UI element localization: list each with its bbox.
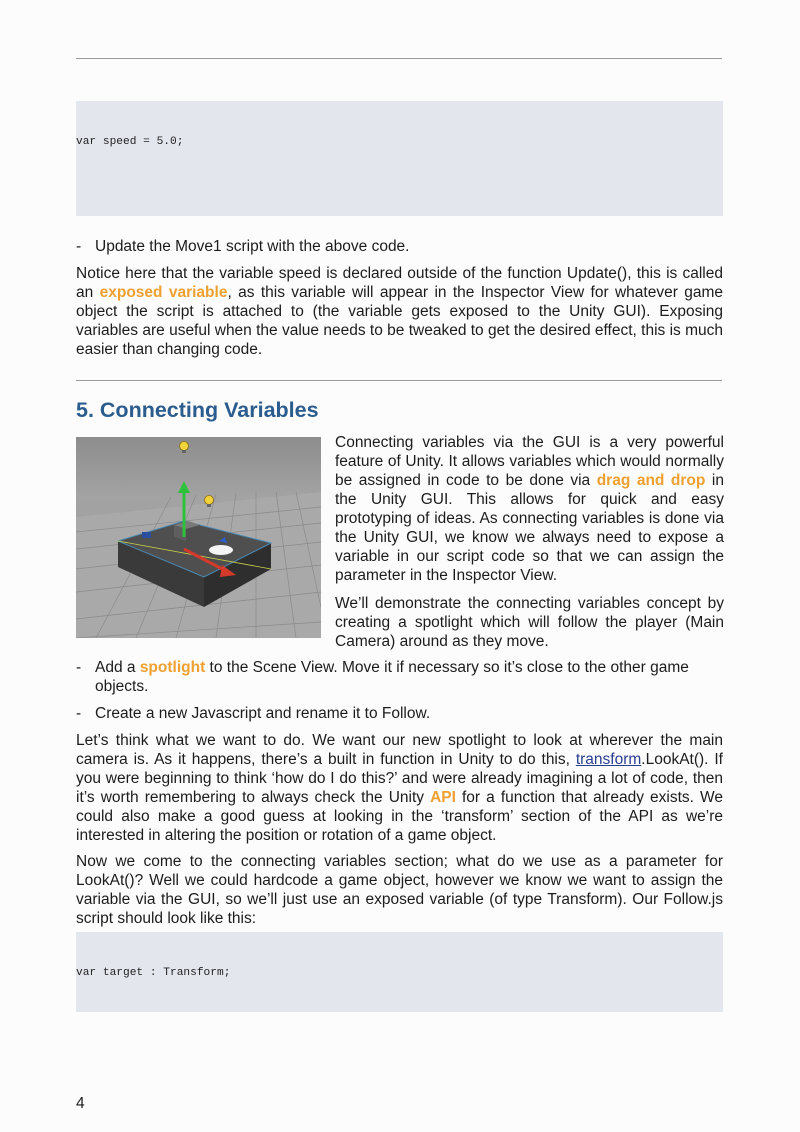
paragraph-exposed-variable: Notice here that the variable speed is declared outside of the function Update(), this is called an exposed variable, as this variable will appear in the Inspector View for whatever game object the script is attached to (the variable gets exposed to the Unity GUI). Exposing variables are useful when the value needs to be tweaked to get the desired effect, this is much easier than changing code. xyxy=(76,265,723,358)
highlight-exposed-variable: exposed variable xyxy=(99,284,228,301)
code-line xyxy=(76,181,723,196)
code-line: var target : Transform; xyxy=(76,966,231,979)
bullet-create-javascript xyxy=(76,704,723,723)
section-heading: 5. Connecting Variables xyxy=(76,398,319,422)
code-block-follow xyxy=(76,932,723,1012)
bullet-update-script xyxy=(76,237,723,256)
light-bulb-icon xyxy=(205,496,214,505)
paragraph-lets-think: Let’s think what we want to do. We want our new spotlight to look at wherever the main camera is. As it happens, there’s a built in function in Unity to do this, transform.LookAt(). If you were beginning to think ‘how do I do this?’ and were already imagining a lot of code, then it’s worth remembering to always check the Unity API for a function that already exists. We could also make a good guess at looking in the ‘transform’ section of the API as we’re interested in altering the position or rotation of a game object. xyxy=(76,732,723,844)
link-transform[interactable]: transform xyxy=(575,751,642,768)
highlight-drag-and-drop: drag and drop xyxy=(596,472,706,489)
code-block-move1 xyxy=(76,101,723,216)
unity-scene-view-image xyxy=(76,437,321,638)
section-rule xyxy=(76,380,722,381)
code-line: var speed = 5.0; xyxy=(76,135,184,148)
camera-icon xyxy=(142,532,151,538)
paragraph-connecting-variables: Connecting variables via the GUI is a very powerful feature of Unity. It allows variables which would normally be assigned in code to be done via drag and drop in the Unity GUI. This allows for quick and easy prototyping of ideas. As connecting variables is done via the Unity GUI, we know we always need to expose a variable in our script code so that we can assign the parameter in the Inspector View. xyxy=(335,434,724,584)
bullet-text: Add a spotlight to the Scene View. Move it if necessary so it’s close to the other game objects. xyxy=(95,659,689,695)
paragraph-now-we-come: Now we come to the connecting variables section; what do we use as a parameter for LookAt()? Well we could hardcode a game object, however we know we want to assign the variable via the GUI, so we’ll just use an exposed variable (of type Transform). Our Follow.js script should look like this: xyxy=(76,853,723,927)
bullet-text: Create a new Javascript and rename it to Follow. xyxy=(95,705,431,722)
highlight-spotlight: spotlight xyxy=(139,659,206,676)
highlight-api: API xyxy=(430,789,456,806)
bullet-text: Update the Move1 script with the above code. xyxy=(95,238,410,255)
light-bulb-icon xyxy=(180,442,189,451)
bullet-dash: - xyxy=(76,705,82,722)
page-number: 4 xyxy=(76,1095,85,1112)
bullet-dash: - xyxy=(76,659,82,676)
bullet-dash: - xyxy=(76,238,82,255)
paragraph-demonstrate: We’ll demonstrate the connecting variables concept by creating a spotlight which will follow the player (Main Camera) around as they move. xyxy=(335,595,724,650)
top-rule xyxy=(76,58,722,59)
bullet-add-spotlight xyxy=(76,658,723,696)
